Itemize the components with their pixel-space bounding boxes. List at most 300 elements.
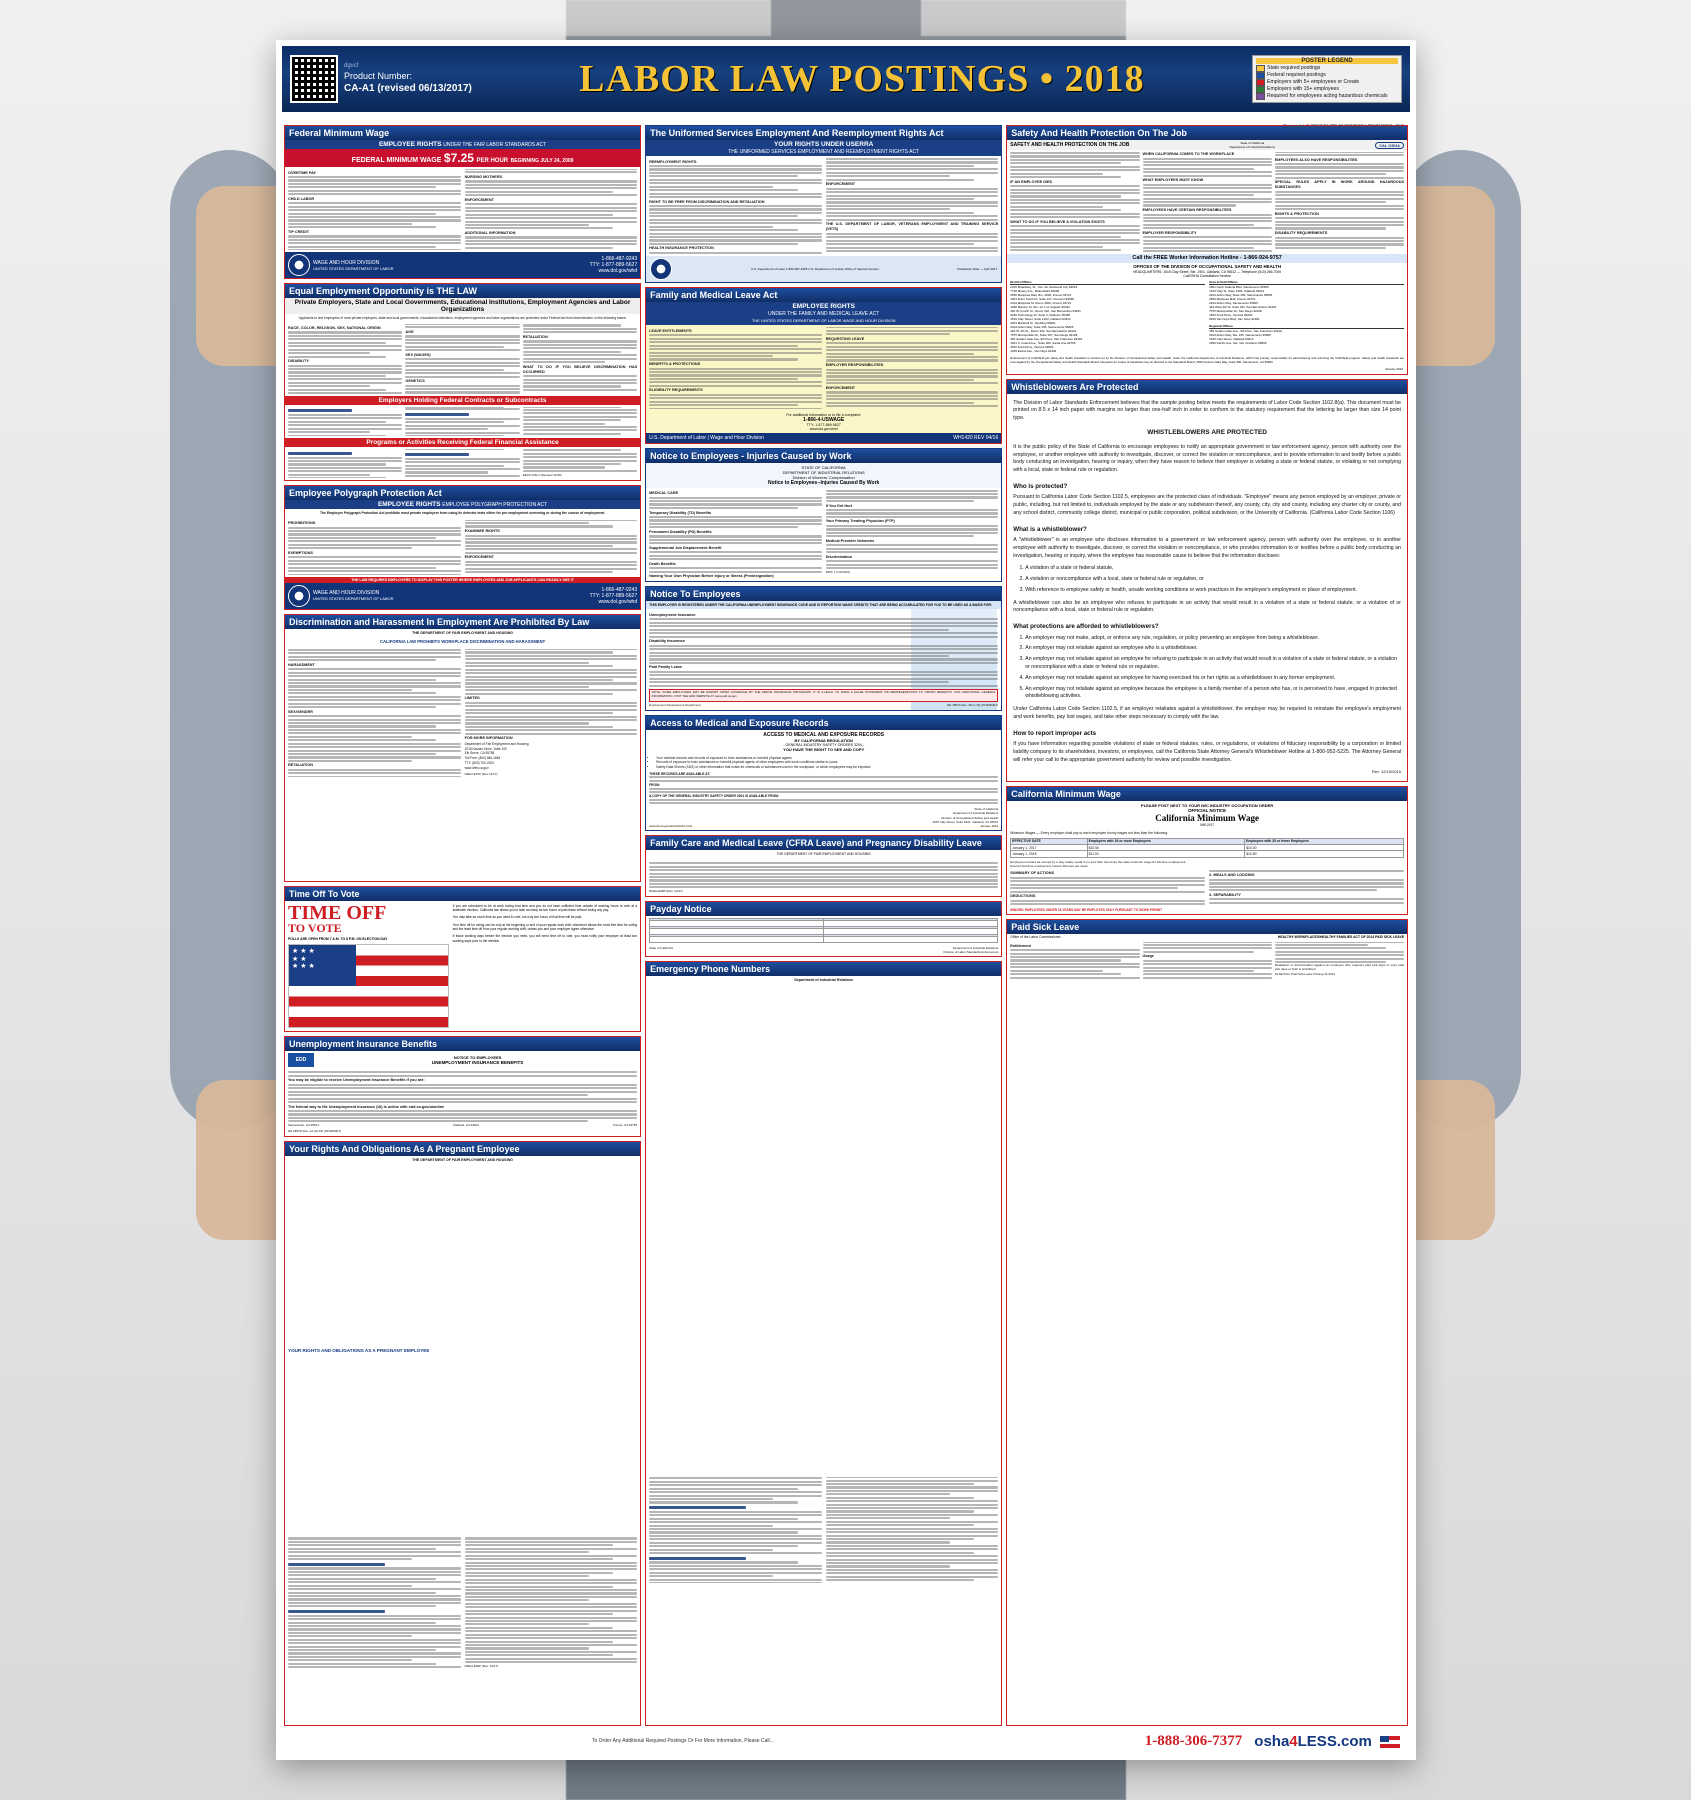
body-heading: Entitlement xyxy=(1010,943,1031,948)
section-paid-sick-leave xyxy=(1006,919,1408,1726)
section-equal-employment-opportunity xyxy=(284,283,641,481)
body-heading: EMPLOYER RESPONSIBILITIES xyxy=(825,363,884,368)
notice-subtitle: THIS EMPLOYER IS REGISTERED UNDER THE CALIFORNIA UNEMPLOYMENT INSURANCE CODE AND IS REPORTING WAGE CREDITS THAT ARE BEING ACCUMULATED FOR YOU TO BE USED AS A BASIS FOR: xyxy=(646,601,1001,609)
body-heading: MEDICAL CARE xyxy=(649,491,679,496)
body-heading: EXEMPTIONS xyxy=(288,550,313,555)
form-number: DWC 7 (1/1/2016) xyxy=(825,570,850,575)
state-name: STATE OF CALIFORNIA xyxy=(801,464,846,470)
body-heading: RACE, COLOR, RELIGION, SEX, NATIONAL ORIGIN xyxy=(288,325,381,330)
body-heading: Your Primary Treating Physician (PTP) xyxy=(825,519,895,524)
section-title: Safety And Health Protection On The Job xyxy=(1007,126,1407,140)
section-title: Equal Employment Opportunity is THE LAW xyxy=(285,284,640,298)
text-lines xyxy=(288,715,461,762)
field-label: THESE RECORDS ARE AVAILABLE AT: xyxy=(649,771,711,776)
office-address: 2550 Mariposa Mall, Rm. 4000, Fresno 93721 xyxy=(1010,292,1072,297)
body-heading: DISABILITY xyxy=(288,359,310,364)
legend-swatch-chem xyxy=(1256,93,1265,100)
brand-number: 4 xyxy=(1289,1732,1298,1750)
body-heading: WHEN CALIFORNIA COMES TO THE WORKPLACE xyxy=(1142,152,1235,156)
text-lines xyxy=(826,391,999,407)
text-lines xyxy=(649,645,998,664)
wage-note: Employees treated as exempt by a duty salary equal to no less than two times the state minimum wage for full-time employment. xyxy=(1010,859,1187,864)
office-address: 6150 Van Nuys Blvd, Van Nuys 91401 xyxy=(1209,316,1260,321)
whistleblower-refusal-text: A whistleblower can also be an employee who refuses to participate in an activity that would result in a violation of a state or federal statute, or a violation of or noncompliance with a local, state or federal rule or regulation. xyxy=(1013,599,1401,614)
dept-name: Department of Industrial Relations xyxy=(1229,145,1275,149)
office-address: 6150 Technology Dr, Suite 3, Modesto 95356 xyxy=(1010,312,1071,317)
us-flag-graphic xyxy=(288,944,449,1028)
fill-in-lines[interactable] xyxy=(649,776,998,782)
office-address: 1515 Clay Street, Oakland 94612 xyxy=(1209,336,1254,341)
footer-agencies: U.S. Department of Labor 1-866-487-2365 U.S. Department of Justice Office of Special Counsel xyxy=(751,267,879,272)
product-number-block xyxy=(344,62,472,96)
body-heading: ELIGIBILITY REQUIREMENTS xyxy=(649,388,703,393)
footer-tty: TTY: 1-877-889-5627 xyxy=(589,262,638,269)
office-address: 1250 Mission St, Ste. 12, Los Angeles 90012 xyxy=(1010,304,1070,309)
section-access-to-medical-records xyxy=(645,715,1002,832)
footer-tty: TTY: 1-877-889-5627 xyxy=(589,592,638,599)
office-address: 2424 Arden Way, Suite 165, Sacramento 95825 xyxy=(1010,324,1074,329)
text-lines xyxy=(288,176,461,195)
section-body xyxy=(285,647,640,881)
order-phone[interactable]: 1-888-306-7377 xyxy=(1144,1732,1243,1749)
office-address: 2424 Arden Way, Suite 165, Sacramento 95825 xyxy=(1209,292,1273,297)
section-intro: The Employee Polygraph Protection Act prohibits most private employers from using lie detector tests either for pre-employment screening or during the course of employment. xyxy=(320,511,606,516)
qr-code-icon[interactable] xyxy=(290,55,338,103)
section-title: California Minimum Wage xyxy=(1007,787,1407,801)
section-title: Family Care and Medical Leave (CFRA Leave) and Pregnancy Disability Leave xyxy=(646,836,1001,850)
section-subtitle xyxy=(285,140,640,149)
body-heading: Permanent Disability (PD) Benefits xyxy=(649,529,712,534)
footer-dept: U.S. Department of Labor | Wage and Hour Division xyxy=(649,434,764,441)
field-label: FROM: xyxy=(649,783,660,788)
dept-name: Department of Industrial Relations xyxy=(952,945,999,950)
whistleblower-who-text: Pursuant to California Labor Code Section 1102.5, employees are the protected class of individuals. "Employee" means any person employed by an employer, private or public, including, but not limited to, individuals employed by the state or any subdivision thereof, any county, city, city and county, including any charter city or county, and any school district, community college district, municipal or public corporation, political subdivision, or the University of California. (California Labor Code Section 1106) xyxy=(1013,494,1401,516)
text-lines xyxy=(465,702,638,735)
fill-in-lines[interactable] xyxy=(649,876,998,882)
list-item: 2. A violation or noncompliance with a local, state or federal rule or regulation, or xyxy=(1025,576,1401,584)
body-heading: Discrimination xyxy=(825,554,853,559)
section-title: Discrimination and Harassment In Employment Are Prohibited By Law xyxy=(285,615,640,629)
body-heading: LIMITED xyxy=(464,696,480,701)
state-name: State of California xyxy=(1240,141,1265,145)
text-lines xyxy=(649,205,822,245)
minimum-wage-table xyxy=(1010,838,1404,858)
text-lines xyxy=(1010,152,1139,178)
body-heading: 2. MEALS AND LODGING xyxy=(1209,873,1255,878)
whistleblower-report-heading: How to report improper acts xyxy=(1013,729,1097,737)
form-number: MW-2017 xyxy=(1200,823,1214,828)
list-item: 1. An employer may not make, adopt, or enforce any rule, regulation, or policy preventing an employee from being a whistleblower. xyxy=(1025,635,1401,643)
value-hospital[interactable] xyxy=(650,936,824,942)
office-address: 7575 Metropolitan Dr, Suite 207, San Diego 92108 xyxy=(1010,332,1078,337)
cal-osha-badge: CAL OSHA xyxy=(1375,142,1404,149)
poster-header xyxy=(282,46,1410,112)
text-lines xyxy=(465,203,638,229)
whistleblower-what-text: A "whistleblower" is an employee who discloses information to a government or law enforcement agency, person with authority over the employee, or to another employee with authority to investigate, discover, or correct the violation or noncompliance, or who provides information to or testifies before a public body conducting an investigation, hearing or inquiry, where the employee has reasonable cause to believe that the information discloses: xyxy=(1013,536,1401,559)
office-address: 2424 Arden Way, Sacramento 95825 xyxy=(1209,300,1258,305)
text-lines xyxy=(405,358,519,377)
section-body xyxy=(1007,150,1407,254)
section-time-off-to-vote xyxy=(284,886,641,1032)
minimum-wage-heading: California Minimum Wage xyxy=(1155,813,1260,824)
section-california-minimum-wage xyxy=(1006,786,1408,915)
body-heading: WHAT TO DO IF YOU BELIEVE DISCRIMINATION HAS OCCURRED xyxy=(522,364,638,374)
subtitle-sub: UNDER THE FAIR LABOR STANDARDS ACT xyxy=(443,142,547,148)
fmla-website[interactable]: www.dol.gov/whd xyxy=(809,426,838,431)
records-heading: ACCESS TO MEDICAL AND EXPOSURE RECORDS xyxy=(763,731,885,738)
text-lines xyxy=(826,188,999,221)
fill-in-lines[interactable] xyxy=(649,866,998,875)
fill-in-lines[interactable] xyxy=(649,862,998,864)
body-heading: DEDUCTIONS xyxy=(1010,894,1036,899)
flag-icon xyxy=(1380,1736,1400,1748)
legend-swatch-5plus xyxy=(1256,79,1265,86)
section-subtitle: Private Employers, State and Local Governments, Educational Institutions, Employment Agencies and Labor Organizations xyxy=(285,298,640,314)
form-number: EEOC-P/E-1 (Revised 11/09) xyxy=(522,472,562,477)
product-number: CA-A1 (revised 06/13/2017) xyxy=(344,83,472,95)
whistleblower-protections-heading: What protections are afforded to whistleblowers? xyxy=(1013,623,1159,631)
text-lines xyxy=(1209,898,1404,904)
section-body xyxy=(646,1475,1001,1725)
headline-line2: TO VOTE xyxy=(288,920,342,935)
office-address: 1515 Clay Street, Suite 1303, Oakland 94612 xyxy=(1010,316,1071,321)
polls-open-note: POLLS ARE OPEN FROM 7 A.M. TO 8 P.M. ON ELECTION DAY xyxy=(288,937,388,942)
section-title: The Uniformed Services Employment And Reemployment Rights Act xyxy=(646,126,1001,140)
legend-item xyxy=(1256,93,1398,100)
offices-title: OFFICES OF THE DIVISION OF OCCUPATIONAL SAFETY AND HEALTH xyxy=(1133,263,1281,269)
text-lines xyxy=(1275,217,1404,229)
program-heading: Paid Family Leave xyxy=(649,665,683,670)
form-number: DLSE Publ. Paid Sick Leave Posting 11-2014 xyxy=(1274,972,1336,977)
section-employee-polygraph-protection-act xyxy=(284,485,641,609)
list-item: 5. An employer may not retaliate against an employee because the employee is a family member of a person who has, or is perceived to have, engaged in protected whistleblowing activities. xyxy=(1025,686,1401,702)
body-heading: TIP CREDIT xyxy=(288,229,310,234)
section-safety-health-protection xyxy=(1006,125,1408,375)
body-heading: Naming Your Own Physician Before Injury or Illness (Predesignation) xyxy=(649,574,774,579)
cell-small-employer: $10.50 xyxy=(1245,851,1404,857)
division-name: Division of Workers' Compensation xyxy=(792,474,855,480)
office-address: 464 W. Fourth St., Room 332, San Bernardino 93401 xyxy=(1010,308,1081,313)
wage-effective: BEGINNING JULY 24, 2009 xyxy=(510,158,574,164)
footer-dept: UNITED STATES DEPARTMENT OF LABOR xyxy=(313,596,394,602)
section-title: Paid Sick Leave xyxy=(1007,920,1407,934)
post-next-to-notice: PLEASE POST NEXT TO YOUR IWC INDUSTRY OCCUPATION ORDER xyxy=(1141,803,1274,809)
whistleblower-disclosure-list xyxy=(1025,565,1401,594)
section-body xyxy=(646,488,1001,582)
text-lines xyxy=(826,369,999,385)
emergency-numbers-table xyxy=(649,918,998,942)
section-intro: Applicants to and employees of most private employers, state and local governments, educational institutions, employment agencies and labor organizations are protected under Federal law from discrimination on the following bases: xyxy=(298,316,627,321)
contact-phone[interactable]: Toll Free: (800) 884-1684 xyxy=(464,756,501,761)
section-dept: THE DEPARTMENT OF FAIR EMPLOYMENT AND HOUSING xyxy=(412,1158,513,1163)
office-address: 1901 Enter South Dr, Suite 317, Fremont 94538 xyxy=(1010,296,1074,301)
text-lines xyxy=(288,1071,637,1077)
office-address: 1515 Clay St, Suite 1303, Oakland 94612 xyxy=(1209,288,1265,293)
office-address: Oakland, CA 94612 xyxy=(452,1123,479,1128)
form-number: DE 1857D Rev. 14 (10-15) (INTERNET) xyxy=(288,1129,342,1134)
footer-phone[interactable]: 1-866-487-9243 xyxy=(601,586,638,593)
text-lines xyxy=(465,180,638,196)
page-title: LABOR LAW POSTINGS • 2018 xyxy=(579,58,1145,100)
legend-swatch-state xyxy=(1256,65,1265,72)
section-cfra-pregnancy-disability xyxy=(645,961,1002,1726)
cell-small-employer: $10.00 xyxy=(1245,845,1404,851)
vote-note: Your time off for voting can be only at the beginning or end of your regular work shift, whichever allows the most free time for voting and the least time off from your regular working shift, unless you and your employer agree otherwise. xyxy=(452,922,638,932)
section-body xyxy=(646,916,1001,956)
wage-banner-label: FEDERAL MINIMUM WAGE xyxy=(351,157,442,164)
form-number: DE 1857A Rev. 48 (1-16) (INTERNET) xyxy=(947,702,999,707)
footer-phone[interactable]: 1-866-487-9243 xyxy=(601,256,638,263)
text-lines xyxy=(826,525,999,537)
body-heading: AGE xyxy=(405,329,414,334)
section-injuries-caused-by-work xyxy=(645,448,1002,583)
body-heading: SPECIAL RULES APPLY IN WORK AROUND HAZARDOUS SUBSTANCES xyxy=(1274,180,1404,190)
body-heading: Medical Provider Networks xyxy=(825,538,875,543)
section-title: Notice to Employees - Injuries Caused by Work xyxy=(646,449,1001,463)
text-lines xyxy=(1209,879,1404,891)
office-address: 2001 Marshall St., Redding 96001 xyxy=(1010,320,1056,325)
state-name: State of California xyxy=(974,807,999,812)
subtitle-main: EMPLOYEE RIGHTS xyxy=(378,141,442,148)
text-lines xyxy=(826,544,999,553)
body-heading: WHAT TO DO IF YOU BELIEVE A VIOLATION EXISTS xyxy=(1010,219,1105,224)
cell-date: January 1, 2017 xyxy=(1011,845,1087,851)
text-lines xyxy=(649,334,822,360)
record-bullet: • Your medical records and records of exposure to toxic substances or harmful physical agents. xyxy=(656,756,998,760)
section-body xyxy=(646,325,1001,410)
text-lines xyxy=(288,668,461,708)
worker-hotline[interactable]: Call the FREE Worker Information Hotline - 1-866-924-9757 xyxy=(1007,254,1407,263)
poster-column-1 xyxy=(284,125,641,1726)
form-number: DFEH-E08P (Rev. 12/17) xyxy=(649,889,683,894)
dol-seal-icon xyxy=(288,585,310,607)
text-lines xyxy=(1010,185,1139,218)
wage-amount: $7.25 xyxy=(443,151,474,165)
office-address: 1590 Pacific Ave, Ste. 110, Anaheim 92806 xyxy=(1209,340,1267,345)
edd-logo-icon: EDD xyxy=(288,1053,314,1067)
legend-swatch-15plus xyxy=(1256,86,1265,93)
section-fmla xyxy=(645,287,1002,443)
subtitle-sub: EMPLOYEE POLYGRAPH PROTECTION ACT xyxy=(442,502,548,509)
poster-legend xyxy=(1252,55,1402,103)
form-number: DFEH-E07P (Rev 12/17) xyxy=(464,771,498,776)
subtitle-sub: UNDER THE FAMILY AND MEDICAL LEAVE ACT xyxy=(768,311,880,318)
section-body-assistance xyxy=(285,447,640,480)
dol-seal-icon xyxy=(650,258,672,280)
subtitle-main: YOUR RIGHTS UNDER USERRA xyxy=(774,141,874,148)
brand-less: LESS.com xyxy=(1297,1732,1372,1750)
body-heading: If You Get Hurt xyxy=(825,503,853,508)
office-address: 1325 Evans Ave., Van Nuys 91406 xyxy=(1010,348,1057,353)
text-lines xyxy=(649,497,822,509)
fill-in-lines[interactable] xyxy=(649,799,998,805)
fill-in-lines[interactable] xyxy=(649,788,998,794)
body-heading: CHILD LABOR xyxy=(288,196,315,201)
office-address: 2415 Broadway, St., Ste. 4A, Redwood City 94063 xyxy=(1010,284,1078,289)
section-title: Your Rights And Obligations As A Pregnant Employee xyxy=(285,1142,640,1156)
text-lines xyxy=(826,342,999,361)
footer-dept: UNITED STATES DEPARTMENT OF LABOR xyxy=(313,265,394,271)
form-number: DFEH-E09P (Rev. 12/17) xyxy=(464,1664,499,1669)
fmla-footer xyxy=(646,433,1001,443)
body-heading: LEAVE ENTITLEMENTS xyxy=(649,328,692,333)
footer-website[interactable]: www.dol.gov/whd xyxy=(598,598,638,605)
text-lines xyxy=(826,560,999,569)
labor-law-poster xyxy=(276,40,1416,1760)
contact-tty: TTY: (800) 700-2320 xyxy=(464,761,494,766)
text-lines xyxy=(288,1537,637,1669)
whistleblower-what-heading: What is a whistleblower? xyxy=(1013,525,1087,533)
legend-label: Federal required postings xyxy=(1267,72,1326,79)
dept-name: THE DEPARTMENT OF FAIR EMPLOYMENT AND HOUSING xyxy=(776,852,871,857)
vote-note: If those working days before the election you need, you will need time off to vote, you must notify your employer at least two working days prior to the election. xyxy=(452,934,638,943)
headline-line1: TIME OFF xyxy=(288,901,387,924)
notice-heading: Notice to Employees--Injuries Caused By Work xyxy=(768,479,880,486)
notice-line1: NOTICE TO EMPLOYEES xyxy=(453,1055,502,1061)
value-doctor[interactable] xyxy=(824,936,998,942)
body-heading: NURSING MOTHERS xyxy=(464,174,503,179)
body-heading: EMPLOYEES ALSO HAVE RESPONSIBILITIES xyxy=(1274,157,1358,162)
band-federal-assistance: Programs or Activities Receiving Federal Financial Assistance xyxy=(285,438,640,447)
subtitle-main: EMPLOYEE RIGHTS xyxy=(792,303,855,311)
enforcement-note: Enforcement of Cal/OSHA job safety and health standards is carried out by the Division of Occupational Safety and Health, under the California Department of Industrial Relations, which has primary responsibility for administering and enforcing the Cal/OSHA program. Safety and health standards are promulgated by the Occupational Safety and Health Standards Board. Requests for copies of standards may be directed to the Standards Board, 2520 Venture Oaks Way, Suite 350, Sacramento, CA 95833. xyxy=(1010,355,1404,364)
field-label: A COPY OF THE GENERAL INDUSTRY SAFETY ORDER 3204 IS AVAILABLE FROM: xyxy=(649,794,780,799)
agency-name: Employment Development Department xyxy=(649,702,701,707)
section-title: Notice To Employees xyxy=(646,587,1001,601)
wage-hour-footer xyxy=(285,583,640,609)
subtitle-main: EMPLOYEE RIGHTS xyxy=(377,501,441,509)
text-lines xyxy=(649,368,822,387)
body-heading: BENEFITS & PROTECTIONS xyxy=(649,362,701,367)
section-dept: THE DEPARTMENT OF FAIR EMPLOYMENT AND HOUSING xyxy=(412,630,513,635)
section-unemployment-insurance-benefits xyxy=(284,1036,641,1137)
whistleblower-who-heading: Who is protected? xyxy=(1013,482,1068,490)
section-body-contracts xyxy=(285,405,640,439)
body-heading: Temporary Disability (TD) Benefits xyxy=(649,510,712,515)
body-heading: ENFORCEMENT xyxy=(825,385,856,390)
headquarters-address: HEADQUARTERS: 1515 Clay Street, Ste. 1901, Oakland, CA 94612 — Telephone (510) 286-7000 xyxy=(1133,269,1282,274)
body-heading: Usage xyxy=(1142,954,1154,959)
publication-date: January 2013 xyxy=(980,824,999,829)
body-heading: EMPLOYER RESPONSIBILITY xyxy=(1142,230,1197,235)
records-website[interactable]: www.dir.ca.gov/dosh/dosh1.html xyxy=(649,824,692,829)
body-heading: Death Benefits xyxy=(649,561,676,566)
text-lines xyxy=(405,335,519,351)
whistleblower-policy: It is the public policy of the State of California to encourage employees to notify an appropriate government or law enforcement agency, person with authority over the employee, or another employee with authority to investigate, discover, or correct the violation or noncompliance, and to provide information to and testify before a public body conducting an investigation, hearing or inquiry, when they have reason to believe their employer is violating a state or federal statute, or violating or not complying with a local, state or federal rule or regulation. xyxy=(1013,443,1401,474)
section-title: Unemployment Insurance Benefits xyxy=(285,1037,640,1051)
body-heading: 3. SEPARABILITY xyxy=(1209,892,1241,897)
wage-hour-footer xyxy=(285,252,640,278)
section-body xyxy=(285,322,640,395)
contact-website[interactable]: www.dfeh.ca.gov xyxy=(464,765,489,770)
text-lines xyxy=(649,535,822,544)
brand-logo[interactable] xyxy=(1254,1733,1400,1750)
section-subtitle xyxy=(285,500,640,509)
dept-name: DEPARTMENT OF INDUSTRIAL RELATIONS xyxy=(782,469,865,475)
text-lines xyxy=(1010,877,1205,893)
product-label: Product Number: xyxy=(344,71,413,82)
division-name: Division of Occupational Safety and Health xyxy=(941,815,999,820)
office-address: Sacramento, CA 95814 xyxy=(288,1123,320,1128)
text-lines xyxy=(288,649,461,661)
text-lines xyxy=(1010,225,1139,251)
table-row xyxy=(1011,851,1404,857)
list-item: 1. A violation of a state or federal statute, xyxy=(1025,565,1401,573)
legend-item xyxy=(1256,65,1398,72)
body-heading: THE U.S. DEPARTMENT OF LABOR, VETERANS EMPLOYMENT AND TRAINING SERVICE (VETS) xyxy=(825,222,999,232)
section-title: Employee Polygraph Protection Act xyxy=(285,486,640,500)
body-heading: DISABILITY REQUIREMENTS xyxy=(1274,231,1328,236)
fill-in-lines[interactable] xyxy=(649,883,998,889)
program-heading: Disability Insurance xyxy=(649,639,685,644)
text-lines xyxy=(288,1110,637,1122)
poster-column-2 xyxy=(645,125,1002,1726)
fmla-phone[interactable]: 1-866-4-USWAGE xyxy=(803,416,845,423)
footer-website[interactable]: www.dol.gov/whd xyxy=(598,268,638,275)
records-order: - GENERAL INDUSTRY SAFETY ORDERS 3204 - xyxy=(783,742,865,747)
text-lines xyxy=(465,561,638,573)
section-subtitle xyxy=(646,140,1001,156)
office-address: 2424 Arden Way, Ste. 165, Sacramento 95825 xyxy=(1209,332,1271,337)
dol-seal-icon xyxy=(288,254,310,276)
records-subheading: BY CALIFORNIA REGULATION xyxy=(794,737,853,743)
section-subtitle xyxy=(646,302,1001,325)
band-federal-contracts: Employers Holding Federal Contracts or Subcontracts xyxy=(285,396,640,405)
section-body xyxy=(1007,829,1407,914)
body-heading: ENFORCEMENT xyxy=(464,197,494,202)
copyright-text: Copyright © 2017 ELITE BUSINESS VENTURES, INC xyxy=(1283,124,1404,130)
contact-line: Department of Fair Employment and Housing xyxy=(464,741,529,746)
section-userra xyxy=(645,125,1002,283)
body-heading: The federal way to file Unemployment Insurance (UI) is online with edd.ca.gov/uionline xyxy=(288,1104,445,1109)
body-heading: ENFORCEMENT xyxy=(825,182,856,187)
body-heading: SUMMARY OF ACTIONS xyxy=(1010,871,1054,876)
office-address: 2424 Mariposa St, Room 4000, Fresno 93721 xyxy=(1010,300,1072,305)
time-off-headline xyxy=(288,901,449,935)
cell-large-employer: $11.00 xyxy=(1087,851,1245,857)
body-heading: RIGHT TO BE FREE FROM DISCRIMINATION AND RETALIATION xyxy=(649,199,765,204)
poster-footer xyxy=(282,1728,1410,1754)
table-header: Employers with 26 or more Employees xyxy=(1087,838,1245,844)
minors-note: MINORS: EMPLOYEES UNDER 18 YEARS MAY BE EMPLOYED ONLY PURSUANT TO WORK PERMIT xyxy=(1010,907,1163,912)
revision-date: Rev. 12/15/2015 xyxy=(1371,769,1401,775)
section-subtitle: CALIFORNIA LAW PROHIBITS WORKPLACE DISCRIMINATION AND HARASSMENT xyxy=(379,639,546,645)
subtitle-dept: THE UNITED STATES DEPARTMENT OF LABOR WAGE AND HOUR DIVISION xyxy=(751,318,896,324)
section-title: Whistleblowers Are Protected xyxy=(1007,380,1407,394)
legend-item xyxy=(1256,72,1398,79)
records-right: YOU HAVE THE RIGHT TO SEE AND COPY xyxy=(783,746,865,752)
body-heading: WHAT EMPLOYEES MUST KNOW xyxy=(1142,178,1204,183)
state-name: State of California xyxy=(649,945,673,950)
office-address: 1601 North Galleria Blvd, Sacramento 95815 xyxy=(1209,284,1269,289)
cell-date: January 1, 2018 xyxy=(1011,851,1087,857)
vote-note: If you are scheduled to be at work during that time and you do not have sufficient time outside of working hours to vote at a statewide election, California law allows you to take as many as two hours of paid leave without losing any pay. xyxy=(452,903,638,913)
whistleblower-heading: WHISTLEBLOWERS ARE PROTECTED xyxy=(1147,428,1267,436)
body-heading: RETALIATION xyxy=(522,334,548,339)
subtitle-sub: THE UNIFORMED SERVICES EMPLOYMENT AND REEMPLOYMENT RIGHTS ACT xyxy=(728,149,920,155)
retaliation-note: Retaliation or discrimination against an employee who requests paid sick days or uses paid sick days or both is prohibited. xyxy=(1274,963,1404,972)
legend-label: Required for employees acting hazardous chemicals xyxy=(1267,93,1388,100)
body-heading: FOR MORE INFORMATION xyxy=(464,736,513,741)
whistleblower-intro: The Division of Labor Standards Enforcement believes that the sample posting below meets the requirements of Labor Code Section 1102.8(a). This document must be printed on 8.5 x 14 inch paper with margins no larger than one-half inch in order to conform to the statutory requirement that the lettering be larger than size 14 point type. xyxy=(1013,399,1401,422)
table-header: Employers with 25 or fewer Employees xyxy=(1245,838,1404,844)
text-lines xyxy=(649,516,822,528)
text-lines xyxy=(826,233,999,252)
body-heading: RIGHTS & PROTECTION xyxy=(1274,211,1319,216)
body-heading: EMPLOYEES HAVE CERTAIN RESPONSIBILITIES xyxy=(1142,208,1232,212)
column-header: Regional Offices xyxy=(1209,324,1404,329)
body-heading: HARASSMENT xyxy=(288,662,315,667)
